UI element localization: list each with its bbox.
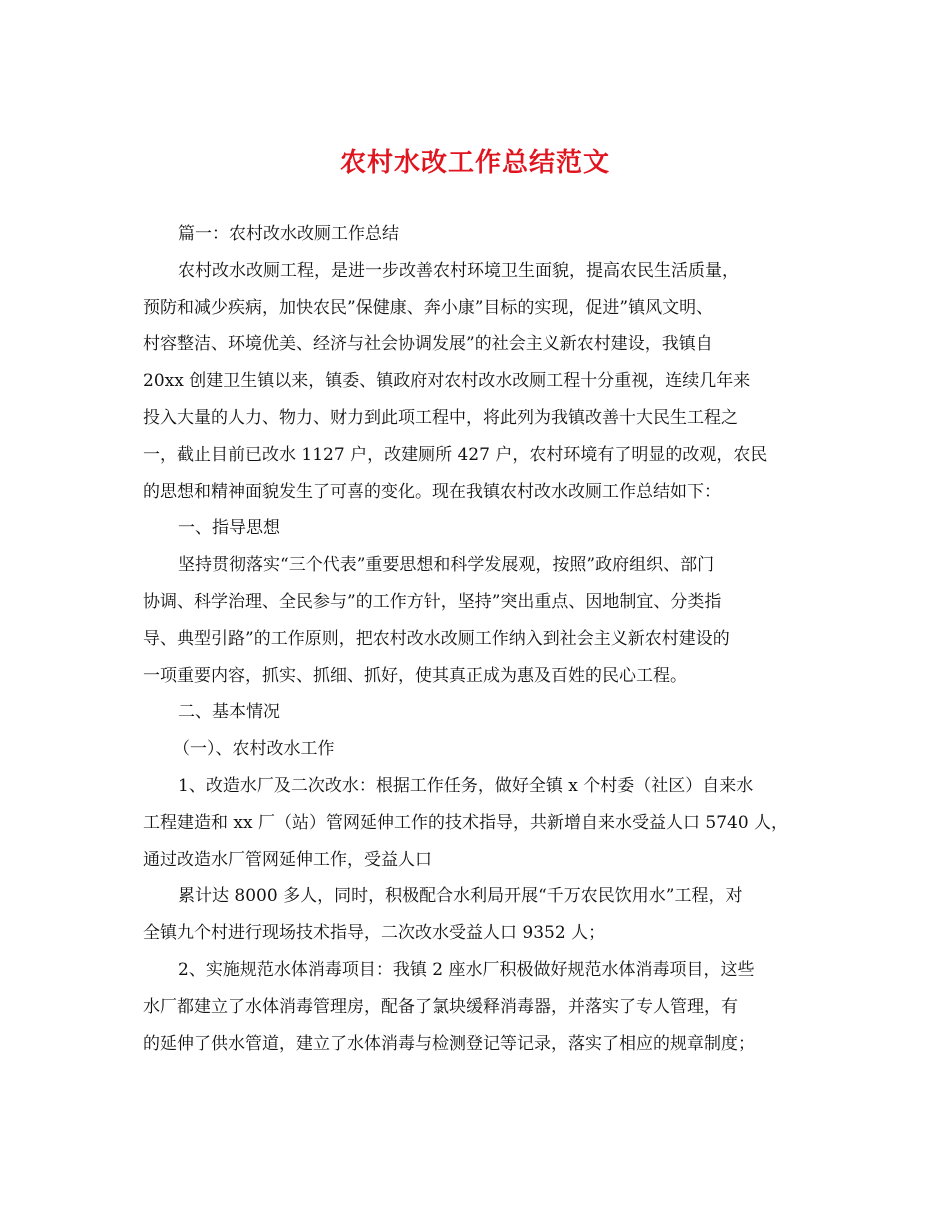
paragraph-line: 导、典型引路”的工作原则，把农村改水改厕工作纳入到社会主义新农村建设的 [143,628,730,649]
paragraph-line: 村容整洁、环境优美、经济与社会协调发展”的社会主义新农村建设，我镇自 [143,334,713,355]
subsection-heading: （一）、农村改水工作 [173,739,335,760]
document-title: 农村水改工作总结范文 [339,148,610,178]
paragraph-line: 的思想和精神面貌发生了可喜的变化。现在我镇农村改水改厕工作总结如下： [143,481,721,502]
paragraph-line: 农村改水改厕工程，是进一步改善农村环境卫生面貌，提高农民生活质量， [178,260,739,281]
paragraph-line: 一项重要内容，抓实、抓细、抓好，使其真正成为惠及百姓的民心工程。 [143,665,687,686]
paragraph-line: 水厂都建立了水体消毒管理房，配备了氯块缓释消毒器，并落实了专人管理，有 [143,996,738,1017]
section-heading: 二、基本情况 [178,702,280,723]
paragraph-line: 通过改造水厂管网延伸工作，受益人口 [143,849,432,870]
paragraph-line: 坚持贯彻落实“三个代表”重要思想和科学发展观，按照”政府组织、部门 [178,555,715,576]
paragraph-line: 1、改造水厂及二次改水：根据工作任务，做好全镇 x 个村委（社区）自来水 [178,775,754,796]
paragraph-line: 累计达 8000 多人，同时，积极配合水利局开展“千万农民饮用水”工程，对 [178,886,743,907]
paragraph-line: 全镇九个村进行现场技术指导，二次改水受益人口 9352 人； [143,923,606,944]
document-body [143,224,823,1070]
paragraph-line: 预防和减少疾病，加快农民”保健康、奔小康”目标的实现，促进”镇风文明、 [143,297,714,318]
paragraph-line: 20xx 创建卫生镇以来，镇委、镇政府对农村改水改厕工程十分重视，连续几年来 [143,371,751,392]
paragraph-line: 2、实施规范水体消毒项目：我镇 2 座水厂积极做好规范水体消毒项目，这些 [178,959,755,980]
paragraph-line: 一，截止目前已改水 1127 户，改建厕所 427 户，农村环境有了明显的改观，农民 [143,444,768,465]
paragraph-line: 的延伸了供水管道，建立了水体消毒与检测登记等记录，落实了相应的规章制度； [143,1033,755,1054]
section-heading: 一、指导思想 [178,518,280,539]
section-heading: 篇一：农村改水改厕工作总结 [178,224,399,244]
paragraph-line: 工程建造和 xx 厂（站）管网延伸工作的技术指导，共新增自来水受益人口 5740 人， [143,812,789,833]
paragraph-line: 投入大量的人力、物力、财力到此项工程中，将此列为我镇改善十大民生工程之 [143,407,738,428]
paragraph-line: 协调、科学治理、全民参与”的工作方针，坚持”突出重点、因地制宜、分类指 [143,591,722,612]
